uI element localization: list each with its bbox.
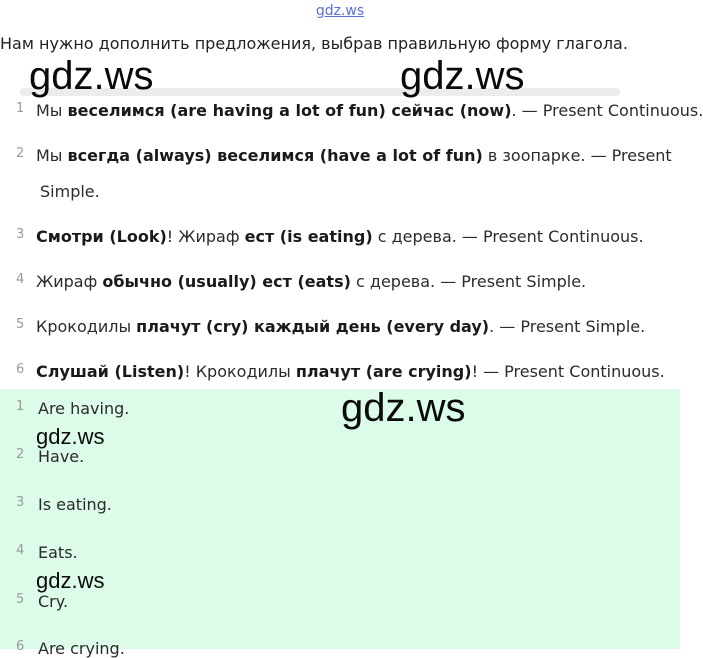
answer-text: Cry. [38,592,69,611]
task-number: 6 [16,362,25,377]
watermark: gdz.ws [36,568,105,593]
answer-text: Are crying. [38,639,125,658]
task-text: Мы всегда (always) веселимся (have a lot of fun) в зоопарке. — Present [36,146,672,165]
task-text: Крокодилы плачут (cry) каждый день (every day). — Present Simple. [36,317,646,336]
watermark: gdz.ws [400,54,525,98]
answer-text: Eats. [38,543,78,562]
task-number: 4 [16,272,25,287]
watermark: gdz.ws [36,424,105,449]
answer-number: 4 [16,543,25,558]
answer-number: 5 [16,592,25,607]
task-number: 2 [16,146,25,161]
answer-number: 2 [16,447,25,462]
answer-text: Are having. [38,399,130,418]
answer-text: Is eating. [38,495,112,514]
task-number: 3 [16,227,25,242]
task-text: Жираф обычно (usually) ест (eats) с дерева. — Present Simple. [36,272,587,291]
task-text: Смотри (Look)! Жираф ест (is eating) с дерева. — Present Continuous. [36,227,644,246]
task-number: 5 [16,317,25,332]
answer-text: Have. [38,447,85,466]
task-text: Мы веселимся (are having a lot of fun) сейчас (now). — Present Continuous. [36,101,703,120]
answer-number: 6 [16,639,25,654]
task-number: 1 [16,101,25,116]
watermark: gdz.ws [341,386,466,430]
site-link[interactable]: gdz.ws [315,3,365,19]
answer-number: 1 [16,399,25,414]
answer-number: 3 [16,495,25,510]
intro-text: Нам нужно дополнить предложения, выбрав правильную форму глагола. [0,34,628,53]
task-text-cont: Simple. [40,182,100,201]
watermark: gdz.ws [29,54,154,98]
task-text: Слушай (Listen)! Крокодилы плачут (are crying)! — Present Continuous. [36,362,665,381]
